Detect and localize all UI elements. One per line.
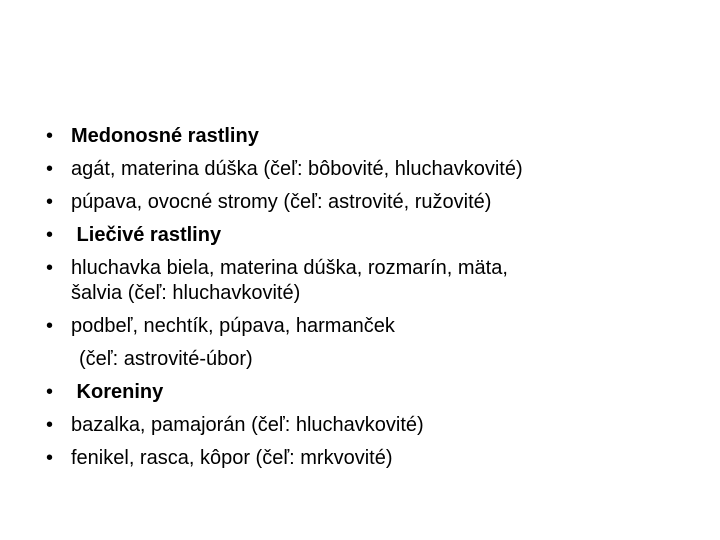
list-item xyxy=(46,124,686,149)
list-item-text: Koreniny xyxy=(71,381,164,403)
bullet-icon: • xyxy=(46,191,54,213)
list-item xyxy=(46,256,686,306)
list-item-text: fenikel, rasca, kôpor (čeľ: mrkvovité) xyxy=(71,447,393,469)
list-item-text: bazalka, pamajorán (čeľ: hluchavkovité) xyxy=(71,414,424,436)
bullet-icon: • xyxy=(46,381,54,403)
list-item-text-continuation: šalvia (čeľ: hluchavkovité) xyxy=(71,282,301,304)
list-item-text: podbeľ, nechtík, púpava, harmanček xyxy=(71,315,395,337)
bullet-icon: • xyxy=(46,315,54,337)
list-item xyxy=(46,446,686,471)
list-item-text: púpava, ovocné stromy (čeľ: astrovité, ružovité) xyxy=(71,191,492,213)
bullet-icon: • xyxy=(46,257,54,279)
bullet-icon: • xyxy=(46,158,54,180)
bullet-icon: • xyxy=(46,414,54,436)
bullet-icon: • xyxy=(46,224,54,246)
list-item xyxy=(46,413,686,438)
list-item-text: Liečivé rastliny xyxy=(71,224,222,246)
list-item-text: hluchavka biela, materina dúška, rozmarín, mäta, xyxy=(71,257,508,279)
list-item-text: Medonosné rastliny xyxy=(71,125,259,147)
bullet-list xyxy=(46,124,686,479)
list-item-text: agát, materina dúška (čeľ: bôbovité, hluchavkovité) xyxy=(71,158,523,180)
bullet-icon: • xyxy=(46,125,54,147)
bullet-icon: • xyxy=(46,447,54,469)
list-item xyxy=(46,223,686,248)
list-item-text-continuation: (čeľ: astrovité-úbor) xyxy=(79,348,253,370)
list-item xyxy=(46,190,686,215)
list-item xyxy=(46,157,686,182)
list-item xyxy=(46,380,686,405)
list-item xyxy=(46,314,686,372)
